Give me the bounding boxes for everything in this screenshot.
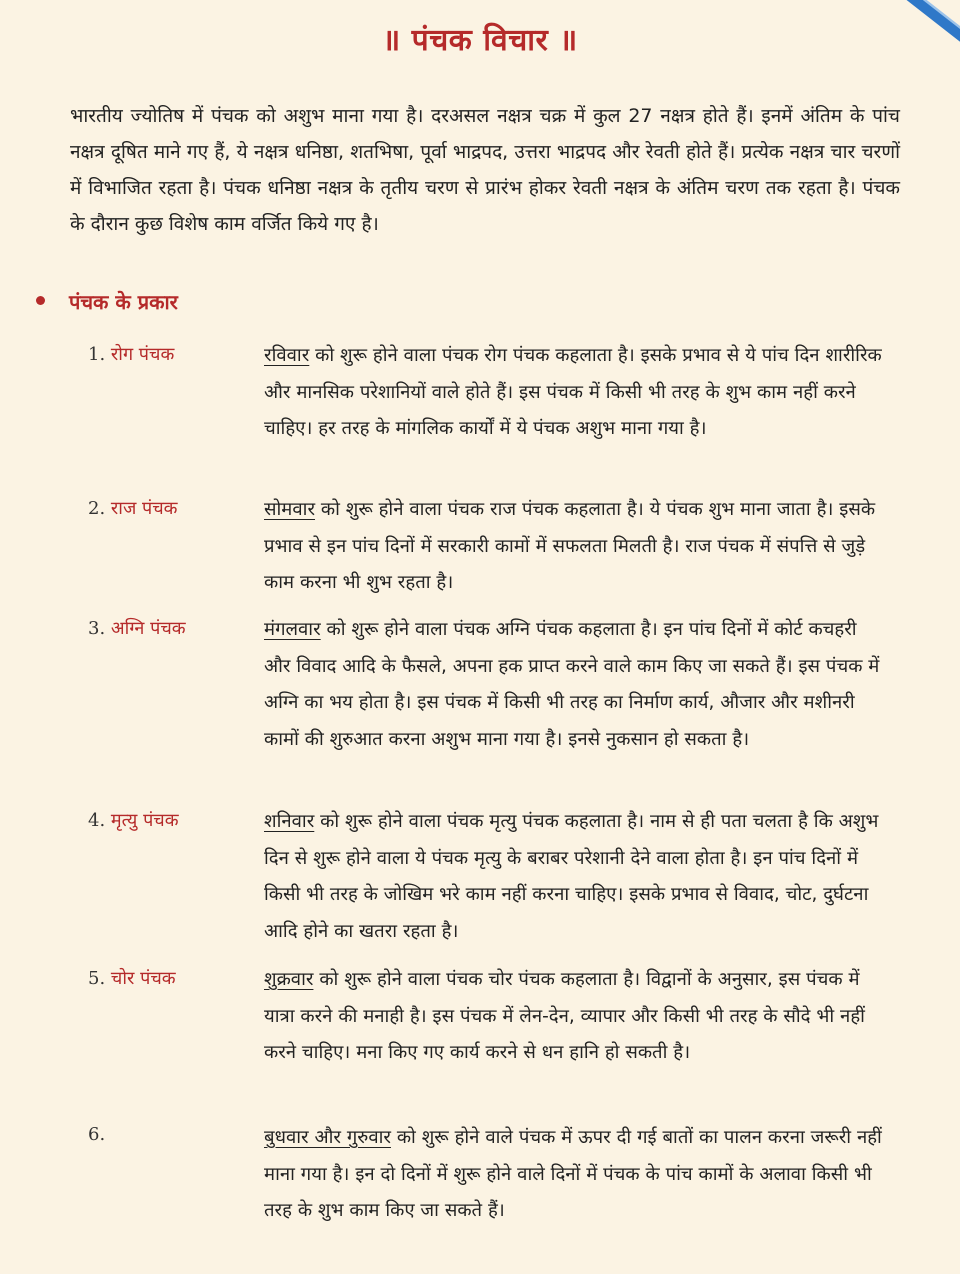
item-label — [88, 808, 179, 832]
item-label — [88, 616, 186, 640]
item-number: 1. — [88, 344, 106, 365]
item-label — [88, 342, 174, 366]
page-title: ॥ पंचक विचार ॥ — [382, 23, 578, 58]
weekday-term: सोमवार — [264, 499, 316, 520]
item-description — [264, 1120, 884, 1230]
item-label — [88, 496, 178, 520]
item-description — [264, 962, 884, 1072]
item-description — [264, 612, 884, 758]
item-term: मृत्यु पंचक — [110, 810, 179, 831]
weekday-term: शुक्रवार — [264, 969, 314, 990]
item-label — [88, 1124, 105, 1145]
weekday-term: रविवार — [264, 345, 310, 366]
weekday-term: बुधवार और गुरुवार — [264, 1127, 391, 1148]
intro-paragraph: भारतीय ज्योतिष में पंचक को अशुभ माना गया है। दरअसल नक्षत्र चक्र में कुल 27 नक्षत्र होते हैं। इनमें अंतिम के पांच नक्षत्र दूषित माने गए हैं, ये नक्षत्र धनिष्ठा, शतभिषा, पूर्वा भाद्रपद, उत्तरा भाद्रपद और रेवती होते हैं। प्रत्येक नक्षत्र चार चरणों में विभाजित रहता है। पंचक धनिष्ठा नक्षत्र के तृतीय चरण से प्रारंभ होकर रेवती नक्षत्र के अंतिम चरण तक रहता है। पंचक के दौरान कुछ विशेष काम वर्जित किये गए है। — [70, 105, 900, 235]
item-term: चोर पंचक — [110, 968, 176, 989]
item-description — [264, 338, 884, 448]
section-heading-text: पंचक के प्रकार — [69, 290, 178, 314]
weekday-term: शनिवार — [264, 811, 315, 832]
item-term: अग्नि पंचक — [110, 618, 186, 639]
item-body: को शुरू होने वाला पंचक अग्नि पंचक कहलाता है। इन पांच दिनों में कोर्ट कचहरी और विवाद आदि के फैसले, अपना हक प्राप्त करने वाले काम किए जा सकते हैं। इस पंचक में अग्नि का भय होता है। इस पंचक में किसी भी तरह का निर्माण कार्य, औजार और मशीनरी कामों की शुरुआत करना अशुभ माना गया है। इनसे नुकसान हो सकता है। — [264, 619, 880, 750]
weekday-term: मंगलवार — [264, 619, 321, 640]
bullet-icon — [36, 296, 45, 305]
item-body: को शुरू होने वाला पंचक रोग पंचक कहलाता है। इसके प्रभाव से ये पांच दिन शारीरिक और मानसिक परेशानियों वाले होते हैं। इस पंचक में किसी भी तरह के शुभ काम नहीं करने चाहिए। हर तरह के मांगलिक कार्यों में ये पंचक अशुभ माना गया है। — [264, 345, 882, 439]
item-number: 6. — [88, 1124, 106, 1145]
section-heading — [36, 288, 178, 315]
item-term: राज पंचक — [110, 498, 178, 519]
item-label — [88, 966, 176, 990]
item-description — [264, 804, 884, 950]
item-description — [264, 492, 884, 602]
item-term: रोग पंचक — [110, 344, 175, 365]
item-number: 3. — [88, 618, 106, 639]
item-number: 2. — [88, 498, 106, 519]
item-number: 4. — [88, 810, 106, 831]
item-body: को शुरू होने वाला पंचक चोर पंचक कहलाता है। विद्वानों के अनुसार, इस पंचक में यात्रा करने की मनाही है। इस पंचक में लेन-देन, व्यापार और किसी भी तरह के सौदे भी नहीं करने चाहिए। मना किए गए कार्य करने से धन हानि हो सकती है। — [264, 969, 865, 1063]
item-body: को शुरू होने वाला पंचक मृत्यु पंचक कहलाता है। नाम से ही पता चलता है कि अशुभ दिन से शुरू होने वाला ये पंचक मृत्यु के बराबर परेशानी देने वाला होता है। इन पांच दिनों में किसी भी तरह के जोखिम भरे काम नहीं करना चाहिए। इसके प्रभाव से विवाद, चोट, दुर्घटना आदि होने का खतरा रहता है। — [264, 811, 879, 942]
item-body: को शुरू होने वाले पंचक में ऊपर दी गई बातों का पालन करना जरूरी नहीं माना गया है। इन दो दिनों में शुरू होने वाले दिनों में पंचक के पांच कामों के अलावा किसी भी तरह के शुभ काम किए जा सकते हैं। — [264, 1127, 882, 1221]
item-number: 5. — [88, 968, 106, 989]
item-body: को शुरू होने वाला पंचक राज पंचक कहलाता है। ये पंचक शुभ माना जाता है। इसके प्रभाव से इन पांच दिनों में सरकारी कामों में सफलता मिलती है। राज पंचक में संपत्ति से जुड़े काम करना भी शुभ रहता है। — [264, 499, 876, 593]
